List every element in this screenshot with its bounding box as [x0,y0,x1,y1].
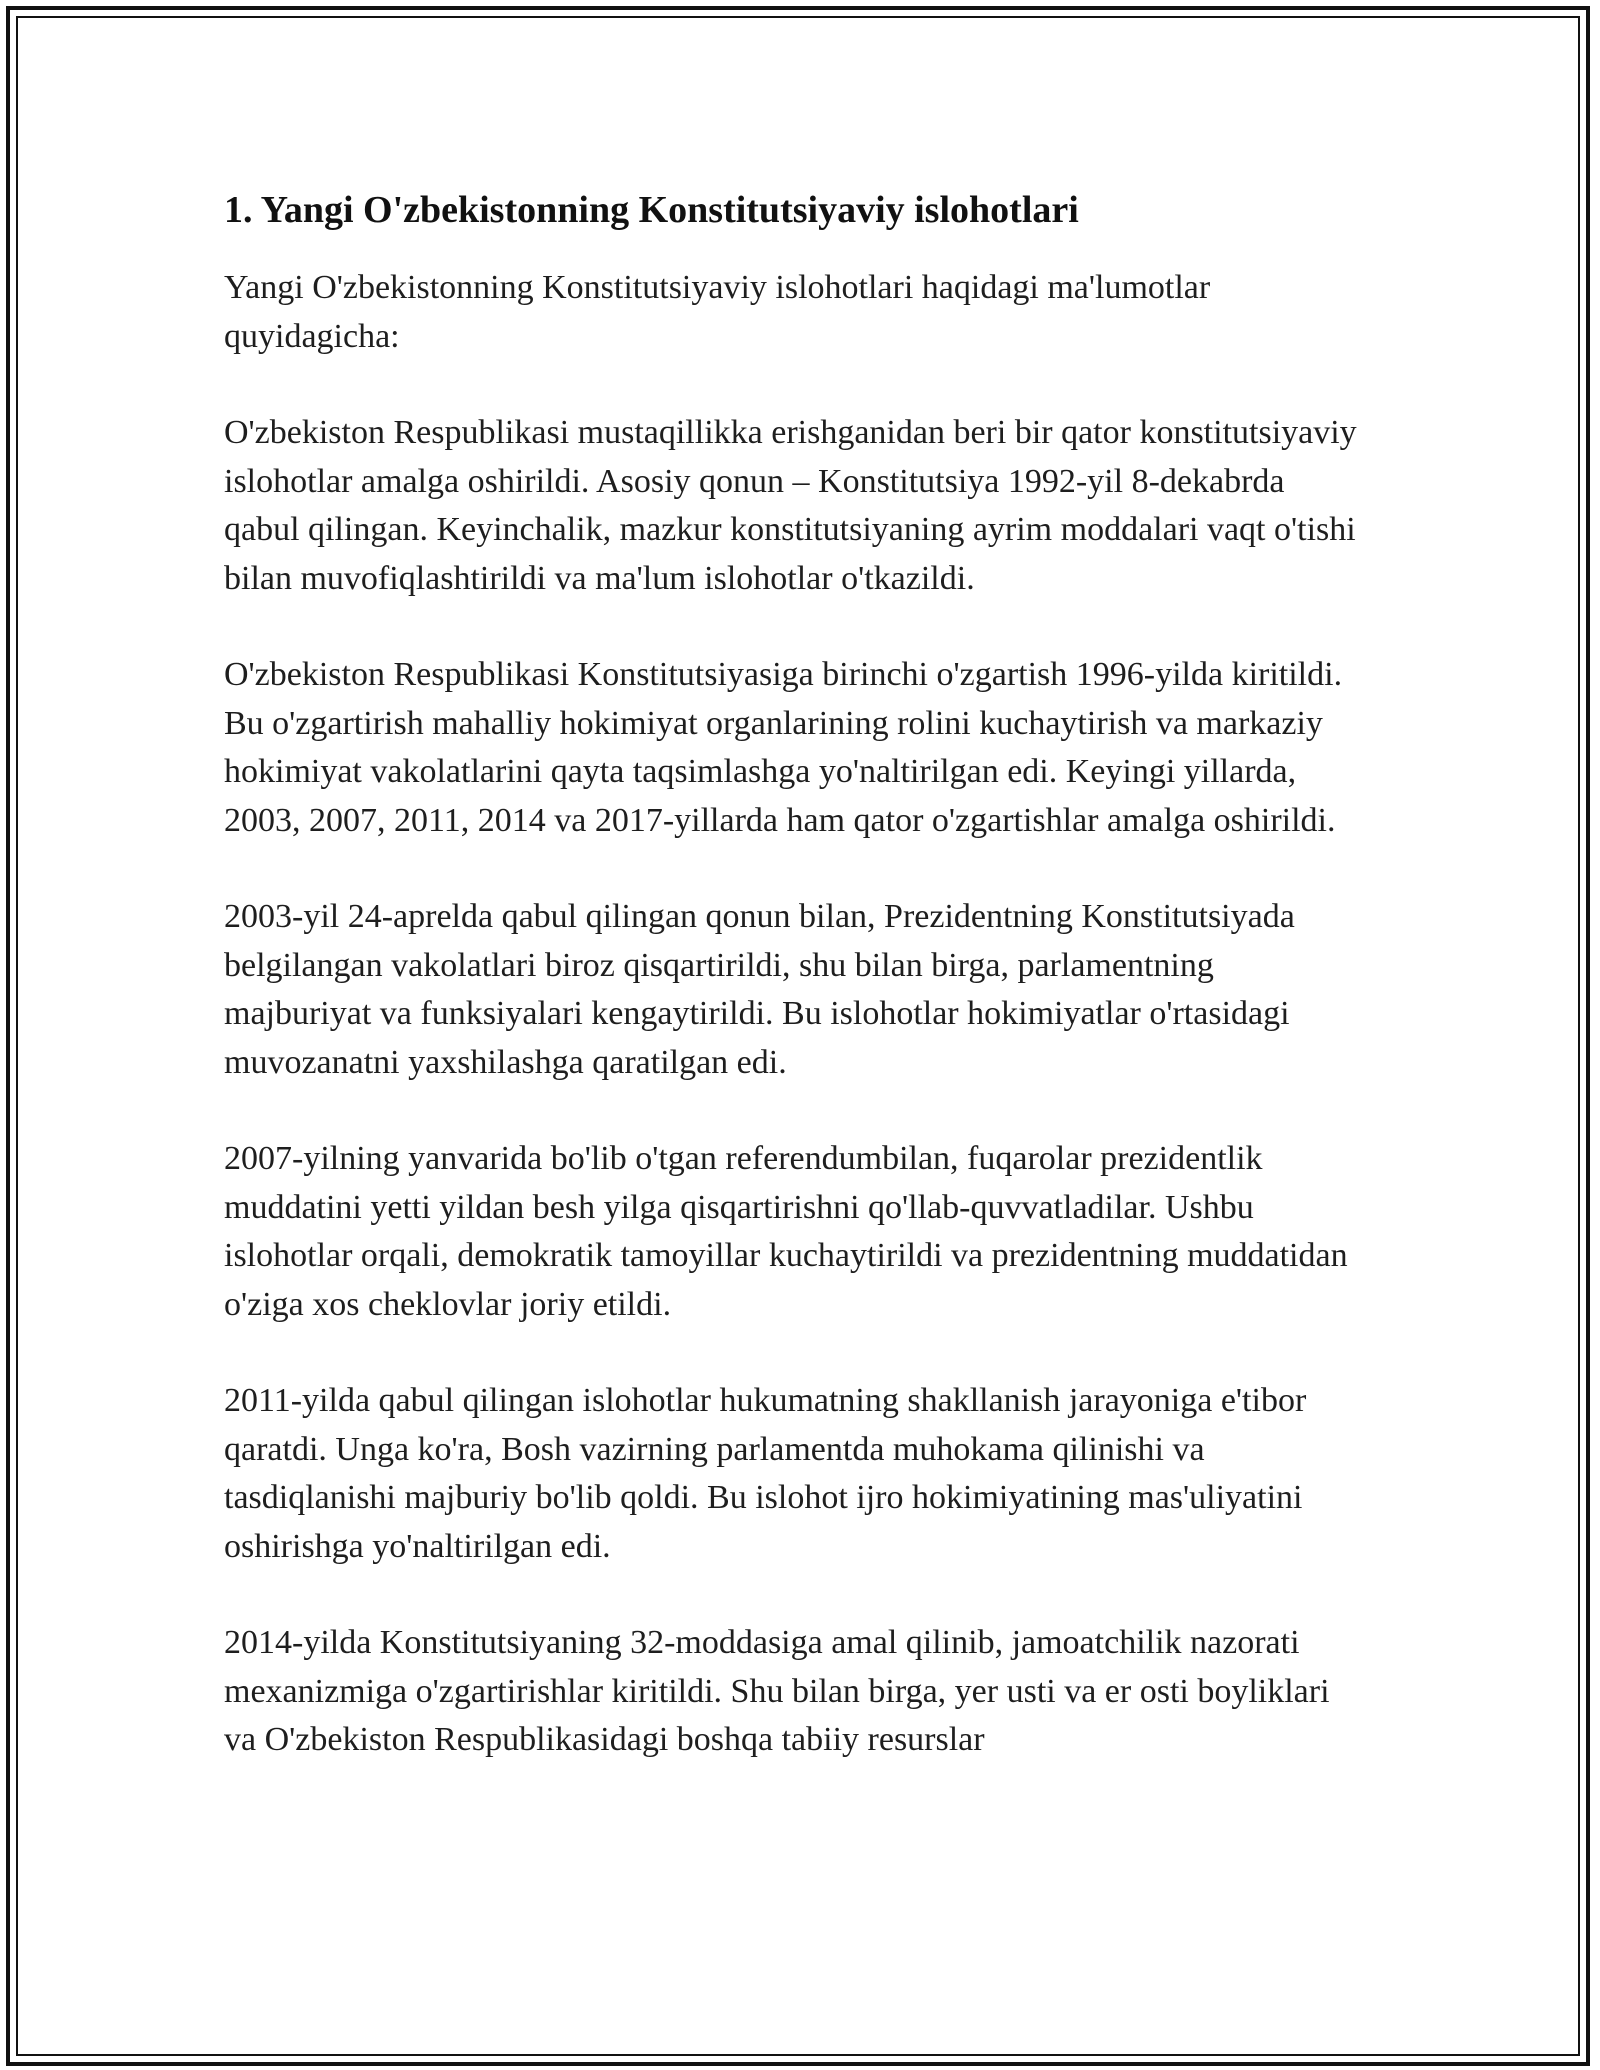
paragraph-2003-law: 2003-yil 24-aprelda qabul qilingan qonun bilan, Prezidentning Konstitutsiyada belgilangan vakolatlari biroz qisqartirildi, shu bilan birga, parlamentning majburiyat va funksiyalari kengaytirildi. Bu islohotlar hokimiyatlar o'rtasidagi muvozanatni yaxshilashga qaratilgan edi. [224,898,1295,1081]
paragraph-2007-referendum: 2007-yilning yanvarida bo'lib o'tgan referendumbilan, fuqarolar prezidentlik muddatini yetti yildan besh yilga qisqartirishni qo'llab-quvvatladilar. Ushbu islohotlar orqali, demokratik tamoyillar kuchaytirildi va prezidentning muddatidan o'ziga xos cheklovlar joriy etildi. [224,1140,1348,1323]
paragraph-2014-article-32: 2014-yilda Konstitutsiyaning 32-moddasiga amal qilinib, jamoatchilik nazorati mexanizmiga o'zgartirishlar kiritildi. Shu bilan birga, yer usti va er osti boyliklari va O'zbekiston Respublikasidagi boshqa tabiiy resurslar [224,1624,1330,1758]
paragraph-independence-reforms: O'zbekiston Respublikasi mustaqillikka erishganidan beri bir qator konstitutsiyaviy islohotlar amalga oshirildi. Asosiy qonun – Konstitutsiya 1992-yil 8-dekabrda qabul qilingan. Keyinchalik, mazkur konstitutsiyaning ayrim moddalari vaqt o'tishi bilan muvofiqlashtirildi va ma'lum islohotlar o'tkazildi. [224,414,1357,597]
paragraph-2011-reforms: 2011-yilda qabul qilingan islohotlar hukumatning shakllanish jarayoniga e'tibor qaratdi. Unga ko'ra, Bosh vazirning parlamentda muhokama qilinishi va tasdiqlanishi majburiy bo'lib qoldi. Bu islohot ijro hokimiyatining mas'uliyatini oshirishga yo'naltirilgan edi. [224,1382,1307,1565]
paragraph-1996-amendment: O'zbekiston Respublikasi Konstitutsiyasiga birinchi o'zgartish 1996-yilda kiritildi. Bu o'zgartirish mahalliy hokimiyat organlarining rolini kuchaytirish va markaziy hokimiyat vakolatlarini qayta taqsimlashga yo'naltirilgan edi. Keyingi yillarda, 2003, 2007, 2011, 2014 va 2017-yillarda ham qator o'zgartishlar amalga oshirildi. [224,656,1343,839]
paragraph-intro: Yangi O'zbekistonning Konstitutsiyaviy islohotlari haqidagi ma'lumotlar quyidagicha: [224,269,1211,355]
document-body [224,186,1364,1813]
section-heading: 1. Yangi O'zbekistonning Konstitutsiyaviy islohotlari [224,189,1079,231]
